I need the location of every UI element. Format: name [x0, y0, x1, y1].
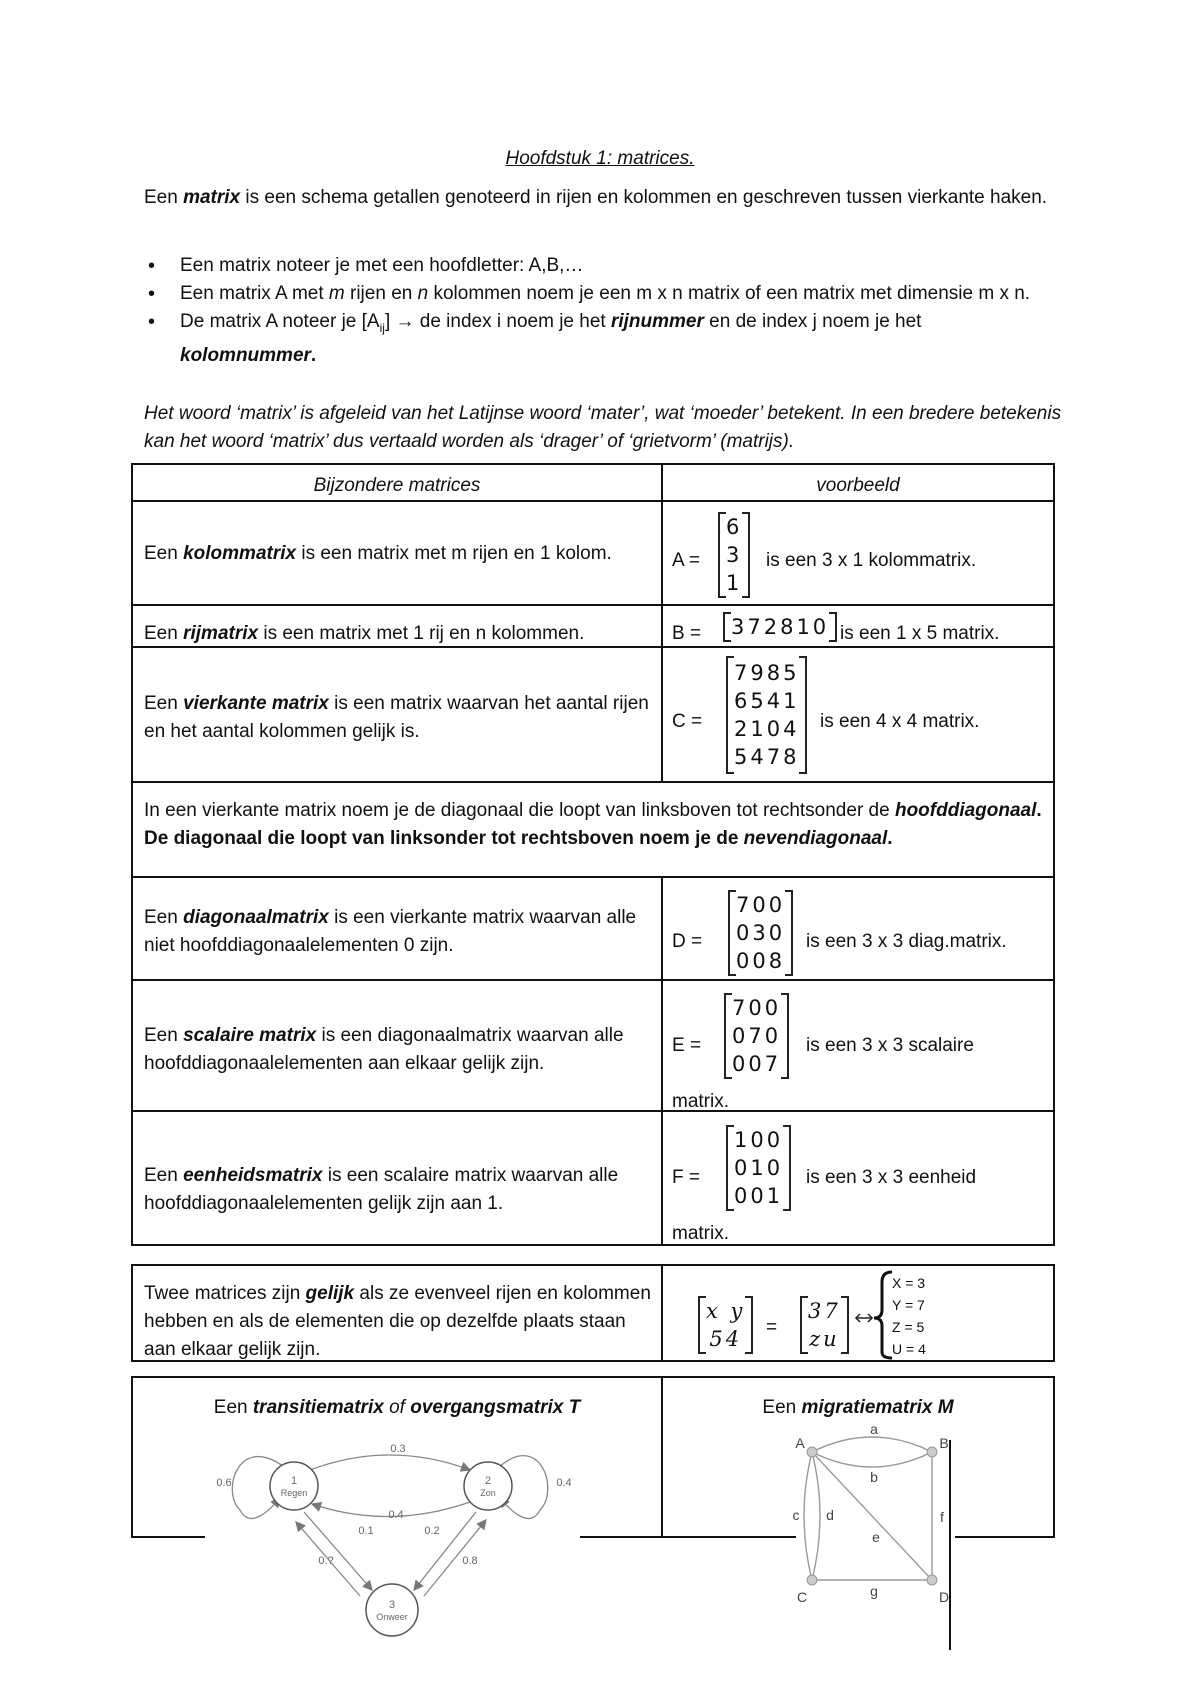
- matrix-label: E =: [672, 1035, 702, 1056]
- migration-graph: [790, 1421, 970, 1660]
- svg-text:Regen: Regen: [280, 1488, 308, 1498]
- list-item: • Een matrix noteer je met een hoofdletter: A,B,…: [180, 252, 1060, 280]
- matrix-description: is een 3 x 3 diag.matrix.: [806, 931, 1007, 952]
- svg-text:3: 3: [388, 1599, 396, 1611]
- bullet-list: [180, 252, 1060, 370]
- svg-text:e: e: [872, 1529, 880, 1545]
- list-item: • Een matrix A met m rijen en n kolommen noem je een m x n matrix of een matrix met dimensie m x n.: [180, 280, 1060, 308]
- equality-text: Twee matrices zijn gelijk als ze evenveel rijen en kolommen hebben en als de elementen die op dezelfde plaats staan aan elkaar gelijk zijn.: [144, 1283, 651, 1360]
- table-header-right: voorbeeld: [816, 475, 900, 496]
- matrix-label: D =: [672, 931, 703, 952]
- page-title: Hoofdstuk 1: matrices.: [505, 148, 695, 169]
- matrix-description: is een 3 x 3 scalaire: [806, 1035, 974, 1056]
- matrix-description-cont: matrix.: [672, 1223, 729, 1244]
- svg-text:2: 2: [484, 1475, 492, 1487]
- svg-text:0.1: 0.1: [358, 1525, 374, 1537]
- svg-text:A: A: [795, 1435, 805, 1451]
- svg-text:g: g: [870, 1583, 878, 1599]
- table-row: Een scalaire matrix is een diagonaalmatrix waarvan alle hoofddiagonaalelementen aan elkaar gelijk zijn.: [144, 1025, 624, 1074]
- matrix-description-cont: matrix.: [672, 1091, 729, 1112]
- svg-text:0.8: 0.8: [462, 1555, 478, 1567]
- matrix-description: is een 4 x 4 matrix.: [820, 711, 980, 732]
- matrix-37zu: 37 zu: [800, 1296, 849, 1354]
- matrix-E: 700 070 007: [724, 993, 789, 1079]
- matrix-xy: x y 54: [698, 1296, 753, 1354]
- svg-text:Zon: Zon: [480, 1488, 496, 1498]
- matrix-label: C =: [672, 711, 703, 732]
- etymology-note: Het woord ‘matrix’ is afgeleid van het Latijnse woord ‘mater’, wat ‘moeder’ betekent. In een bredere betekenis kan het woord ‘matrix’ dus vertaald worden als ‘drager’ of ‘grietvorm’ (matrijs).: [144, 403, 1062, 452]
- table-row: Een rijmatrix is een matrix met 1 rij en n kolommen.: [144, 623, 585, 644]
- table-row: Een vierkante matrix is een matrix waarvan het aantal rijen en het aantal kolommen gelijk is.: [144, 693, 649, 742]
- svg-text:c: c: [792, 1507, 800, 1523]
- svg-text:Onweer: Onweer: [376, 1612, 408, 1622]
- diagonal-info: In een vierkante matrix noem je de diagonaal die loopt van linksboven tot rechtsonder de hoofddiagonaal. De diagonaal die loopt van linksonder tot rechtsboven noem je de nevendiagonaal.: [144, 800, 1042, 849]
- matrix-label: A =: [672, 550, 700, 571]
- list-item: • De matrix A noteer je $[A_{ij}]$ → de index i noem je het rijnummer en de index j noem je het kolomnummer.: [180, 308, 1060, 370]
- matrix-description: is een 3 x 1 kolommatrix.: [766, 550, 977, 571]
- transition-graph: [200, 1430, 580, 1660]
- equality-results: X = 3 Y = 7 Z = 5 U = 4: [892, 1275, 926, 1357]
- matrix-A: 6 3 1: [718, 512, 750, 598]
- table-row: Een eenheidsmatrix is een scalaire matrix waarvan alle hoofddiagonaalelementen gelijk zijn aan 1.: [144, 1165, 619, 1214]
- equals-sign: =: [766, 1317, 778, 1338]
- svg-text:1: 1: [290, 1475, 298, 1487]
- matrix-label: F =: [672, 1167, 700, 1188]
- svg-text:B: B: [939, 1435, 949, 1451]
- svg-text:D: D: [938, 1589, 950, 1605]
- svg-text:0.4: 0.4: [556, 1477, 572, 1489]
- svg-text:0.?: 0.?: [318, 1555, 334, 1567]
- svg-text:0.2: 0.2: [424, 1525, 440, 1537]
- table-header-left: Bijzondere matrices: [313, 475, 481, 496]
- matrix-label: B =: [672, 623, 702, 644]
- svg-text:C: C: [796, 1589, 808, 1605]
- svg-text:a: a: [870, 1421, 878, 1437]
- matrix-D: 700 030 008: [728, 890, 793, 976]
- intro-paragraph: Een matrix is een schema getallen genoteerd in rijen en kolommen en geschreven tussen vierkante haken.: [144, 187, 1048, 208]
- svg-text:0.4: 0.4: [388, 1509, 404, 1521]
- svg-text:0.6: 0.6: [216, 1477, 232, 1489]
- matrix-C: 7985 6541 2104 5478: [726, 656, 807, 774]
- transition-matrix-heading: Een transitiematrix of overgangsmatrix T: [213, 1397, 581, 1418]
- special-matrices-table: [131, 463, 1055, 1246]
- matrix-description: is een 3 x 3 eenheid: [806, 1167, 977, 1188]
- svg-text:d: d: [826, 1507, 834, 1523]
- table-row: Een kolommatrix is een matrix met m rijen en 1 kolom.: [144, 543, 612, 564]
- migration-matrix-heading: Een migratiematrix M: [762, 1397, 954, 1418]
- table-row: Een diagonaalmatrix is een vierkante matrix waarvan alle niet hoofddiagonaalelementen 0 zijn.: [144, 907, 637, 956]
- svg-text:b: b: [870, 1469, 878, 1485]
- svg-text:0.3: 0.3: [390, 1443, 406, 1455]
- matrix-F: 100 010 001: [726, 1125, 791, 1211]
- svg-text:f: f: [940, 1509, 944, 1525]
- matrix-description: is een 1 x 5 matrix.: [840, 623, 1000, 644]
- matrix-B: 372810: [723, 612, 837, 642]
